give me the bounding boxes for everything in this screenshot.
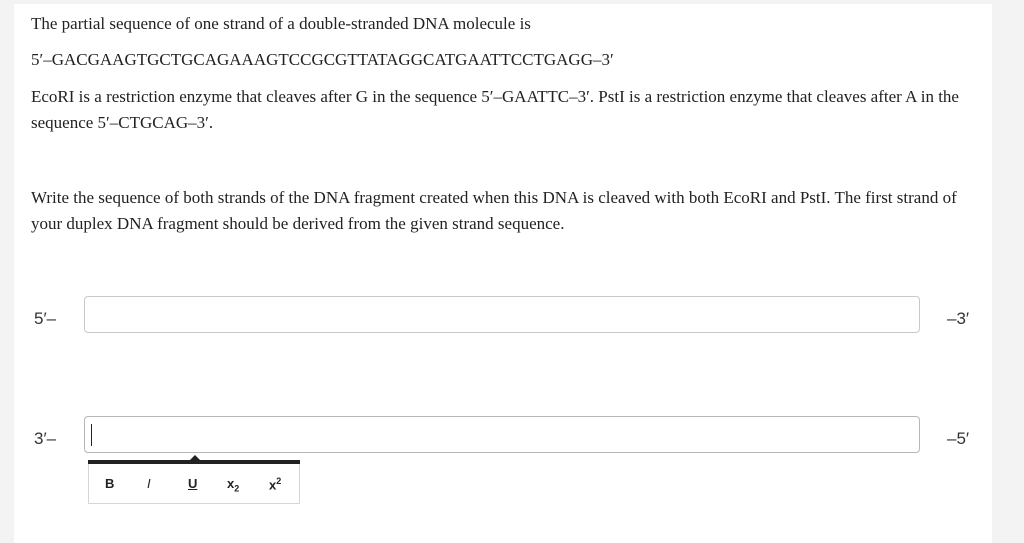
format-toolbar bbox=[88, 464, 300, 504]
strand2-input[interactable] bbox=[84, 416, 920, 453]
instruction-text: Write the sequence of both strands of the DNA fragment created when this DNA is cleaved with both EcoRI and PstI. The first strand of your duplex DNA fragment should be derived from the given strand sequence. bbox=[31, 188, 957, 233]
superscript-button[interactable] bbox=[269, 476, 281, 492]
underline-button[interactable]: U bbox=[188, 476, 198, 491]
superscript-base: x bbox=[269, 477, 277, 493]
dna-sequence: 5′–GACGAAGTGCTGCAGAAAGTCCGCGTTATAGGCATGAATTCCTGAGG–3′ bbox=[31, 50, 614, 69]
strand2-right-label: –5′ bbox=[947, 429, 970, 448]
subscript-button[interactable] bbox=[227, 476, 239, 494]
strand1-left-label: 5′– bbox=[34, 309, 57, 328]
bold-button[interactable]: B bbox=[105, 476, 115, 491]
strand1-right-label: –3′ bbox=[947, 309, 970, 328]
text-caret bbox=[91, 424, 92, 446]
intro-text: The partial sequence of one strand of a double-stranded DNA molecule is bbox=[31, 14, 531, 33]
subscript-base: x bbox=[227, 476, 235, 491]
strand2-left-label: 3′– bbox=[34, 429, 57, 448]
subscript-mark: 2 bbox=[234, 483, 240, 494]
italic-button[interactable]: I bbox=[147, 476, 151, 491]
strand1-input[interactable] bbox=[84, 296, 920, 333]
enzymes-text: EcoRI is a restriction enzyme that cleaves after G in the sequence 5′–GAATTC–3′. PstI is a restriction enzyme that cleaves after A in the sequence 5′–CTGCAG–3′. bbox=[31, 87, 959, 132]
superscript-mark: 2 bbox=[276, 476, 282, 486]
